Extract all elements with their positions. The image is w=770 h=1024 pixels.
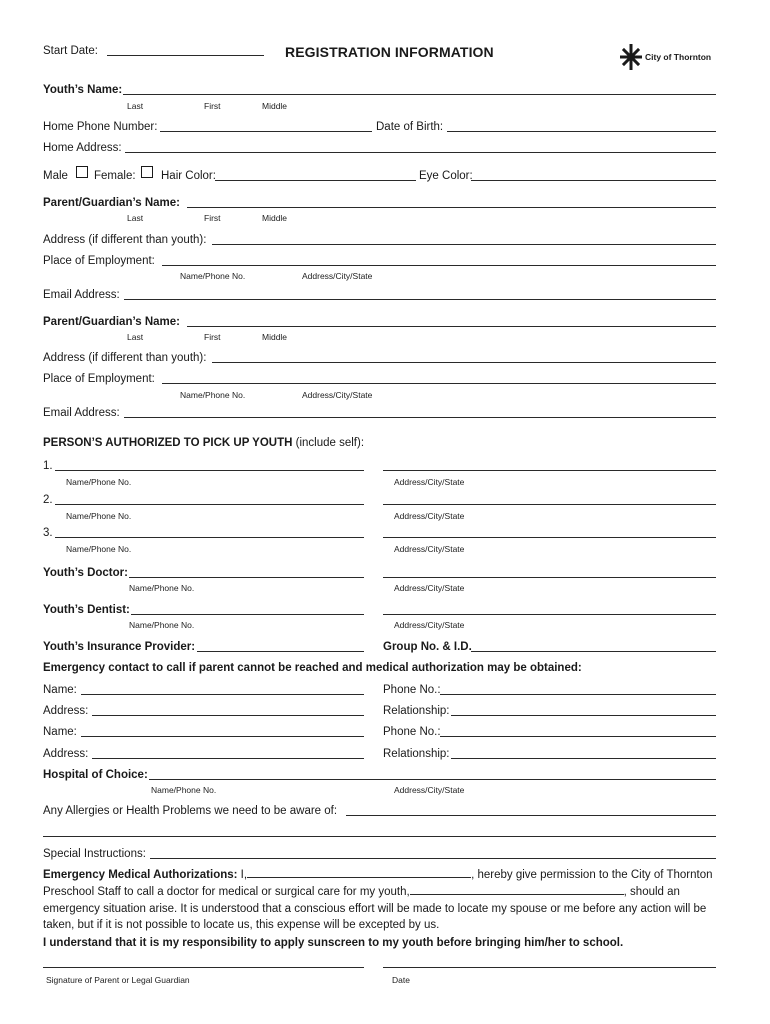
guardian-1-name-label: Parent/Guardian’s Name: (43, 197, 180, 209)
guardian-2-employment-field[interactable] (162, 383, 716, 384)
youth-name-field[interactable] (123, 94, 716, 95)
hospital-field[interactable] (149, 779, 716, 780)
sub-label: Last (127, 332, 144, 342)
parent-name-field[interactable] (247, 866, 471, 878)
sub-label: Name/Phone No. (129, 620, 195, 630)
sub-label: Address/City/State (302, 271, 373, 281)
sub-label: Name/Phone No. (66, 544, 132, 554)
home-phone-field[interactable] (160, 131, 372, 132)
emergency-heading: Emergency contact to call if parent cannot be reached and medical authorization may be obtained: (43, 662, 582, 674)
sub-label: Name/Phone No. (180, 390, 246, 400)
emergency-name-1-label: Name: (43, 684, 77, 696)
emergency-phone-1-label: Phone No.: (383, 684, 441, 696)
emergency-address-1-label: Address: (43, 705, 89, 717)
eye-color-label: Eye Color: (419, 170, 473, 182)
sub-label: First (204, 101, 221, 111)
dob-label: Date of Birth: (376, 121, 444, 133)
city-logo (620, 44, 711, 70)
guardian-2-employment-label: Place of Employment: (43, 373, 155, 385)
pickup-2-address-field[interactable] (383, 504, 716, 505)
start-date-label: Start Date: (43, 45, 98, 57)
doctor-label: Youth’s Doctor: (43, 567, 128, 579)
insurance-provider-label: Youth’s Insurance Provider: (43, 641, 196, 653)
sub-label: Middle (262, 213, 288, 223)
guardian-2-email-label: Email Address: (43, 407, 120, 419)
group-id-label: Group No. & I.D. (383, 641, 472, 653)
pickup-1-address-field[interactable] (383, 470, 716, 471)
guardian-2-name-field[interactable] (187, 326, 716, 327)
sub-label: Address/City/State (394, 477, 465, 487)
allergies-field-line-2[interactable] (43, 836, 716, 837)
sub-label: Last (127, 101, 144, 111)
pickup-2-number: 2. (43, 494, 53, 506)
pickup-2-name-field[interactable] (55, 504, 364, 505)
emergency-relationship-1-field[interactable] (451, 715, 716, 716)
sub-label: Address/City/State (394, 583, 465, 593)
youth-name-label: Youth’s Name: (43, 84, 123, 96)
sub-label: Name/Phone No. (66, 477, 132, 487)
guardian-2-address-label: Address (if different than youth): (43, 352, 207, 364)
hospital-label: Hospital of Choice: (43, 769, 148, 781)
sub-label: Name/Phone No. (129, 583, 195, 593)
emergency-name-2-label: Name: (43, 726, 77, 738)
guardian-1-address-label: Address (if different than youth): (43, 234, 207, 246)
sub-label: Name/Phone No. (66, 511, 132, 521)
emergency-phone-2-field[interactable] (440, 736, 716, 737)
guardian-2-address-field[interactable] (212, 362, 716, 363)
doctor-address-field[interactable] (383, 577, 716, 578)
hair-color-label: Hair Color: (161, 170, 216, 182)
eye-color-field[interactable] (471, 180, 716, 181)
emergency-address-2-field[interactable] (92, 758, 364, 759)
allergies-field[interactable] (346, 815, 716, 816)
home-address-label: Home Address: (43, 142, 122, 154)
insurance-provider-field[interactable] (197, 651, 364, 652)
sub-label: Name/Phone No. (151, 785, 217, 795)
dentist-label: Youth’s Dentist: (43, 604, 130, 616)
allergies-label: Any Allergies or Health Problems we need to be aware of: (43, 805, 338, 817)
medical-authorization-paragraph: Emergency Medical Authorizations: I, , hereby give permission to the City of Thornton Preschool Staff to call a doctor for medical or surgical care for my youth, , should an emergency situation arise. It is understood that a conscious effort will be made to locate my spouse or me before any action will be taken, but if it is not possible to locate us, this expense will be excepted by us. (43, 866, 733, 933)
dentist-address-field[interactable] (383, 614, 716, 615)
date-label: Date (392, 975, 410, 985)
pickup-1-name-field[interactable] (55, 470, 364, 471)
special-instructions-label: Special Instructions: (43, 848, 146, 860)
guardian-2-email-field[interactable] (124, 417, 716, 418)
sub-label: First (204, 213, 221, 223)
page-title: REGISTRATION INFORMATION (285, 44, 494, 60)
start-date-field[interactable] (107, 55, 264, 56)
home-address-field[interactable] (125, 152, 716, 153)
sub-label: First (204, 332, 221, 342)
male-checkbox[interactable] (76, 166, 88, 178)
doctor-name-field[interactable] (129, 577, 364, 578)
guardian-2-name-label: Parent/Guardian’s Name: (43, 316, 180, 328)
city-of-thornton-logo-icon (620, 44, 642, 70)
guardian-1-email-label: Email Address: (43, 289, 120, 301)
sub-label: Middle (262, 332, 288, 342)
guardian-1-name-field[interactable] (187, 207, 716, 208)
home-phone-label: Home Phone Number: (43, 121, 158, 133)
emergency-phone-1-field[interactable] (440, 694, 716, 695)
emergency-relationship-2-label: Relationship: (383, 748, 450, 760)
guardian-1-email-field[interactable] (124, 299, 716, 300)
female-checkbox[interactable] (141, 166, 153, 178)
sub-label: Address/City/State (394, 544, 465, 554)
emergency-address-2-label: Address: (43, 748, 89, 760)
male-label: Male (43, 170, 68, 182)
sub-label: Address/City/State (394, 785, 465, 795)
pickup-3-name-field[interactable] (55, 537, 364, 538)
guardian-1-employment-field[interactable] (162, 265, 716, 266)
signature-field[interactable] (43, 967, 364, 968)
emergency-address-1-field[interactable] (92, 715, 364, 716)
sub-label: Address/City/State (302, 390, 373, 400)
sub-label: Last (127, 213, 144, 223)
emergency-phone-2-label: Phone No.: (383, 726, 441, 738)
emergency-name-2-field[interactable] (81, 736, 364, 737)
pickup-3-address-field[interactable] (383, 537, 716, 538)
female-label: Female: (94, 170, 136, 182)
logo-text: City of Thornton (645, 52, 712, 62)
pickup-3-number: 3. (43, 527, 53, 539)
dentist-name-field[interactable] (131, 614, 364, 615)
youth-name-auth-field[interactable] (410, 883, 624, 895)
dob-field[interactable] (447, 131, 716, 132)
sub-label: Address/City/State (394, 620, 465, 630)
sub-label: Address/City/State (394, 511, 465, 521)
guardian-1-address-field[interactable] (212, 244, 716, 245)
sub-label: Name/Phone No. (180, 271, 246, 281)
signature-label: Signature of Parent or Legal Guardian (46, 975, 190, 985)
group-id-field[interactable] (471, 651, 716, 652)
guardian-1-employment-label: Place of Employment: (43, 255, 155, 267)
sunscreen-statement: I understand that it is my responsibility to apply sunscreen to my youth before bringing him/her to school. (43, 937, 624, 949)
hair-color-field[interactable] (215, 180, 416, 181)
pickup-heading: PERSON’S AUTHORIZED TO PICK UP YOUTH (include self): (43, 437, 365, 449)
emergency-relationship-1-label: Relationship: (383, 705, 450, 717)
date-field[interactable] (383, 967, 716, 968)
pickup-1-number: 1. (43, 460, 53, 472)
sub-label: Middle (262, 101, 288, 111)
emergency-name-1-field[interactable] (81, 694, 364, 695)
emergency-relationship-2-field[interactable] (451, 758, 716, 759)
special-instructions-field[interactable] (150, 858, 716, 859)
